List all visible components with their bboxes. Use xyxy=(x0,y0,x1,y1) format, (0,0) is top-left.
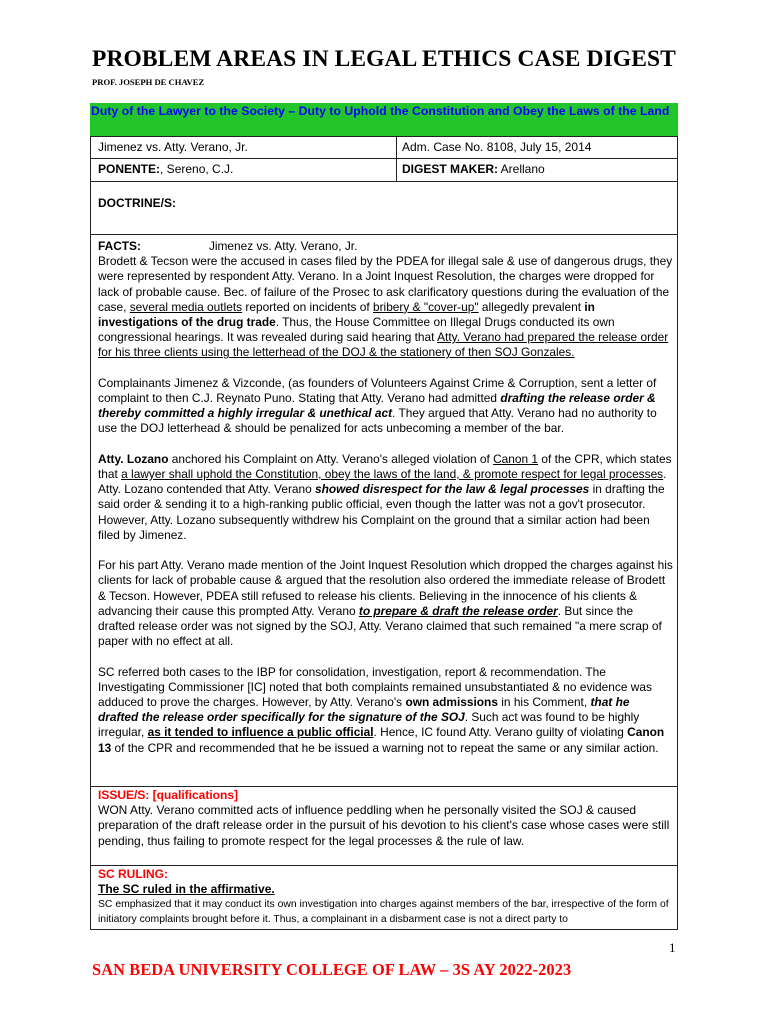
issue-text: WON Atty. Verano committed acts of influence peddling when he personally visited the SOJ & caused preparation of the draft release order in the pursuit of his devotion to his client's case whose cases were still pending, thus failing to promote respect for the legal processes & the rule of law. xyxy=(98,803,670,848)
ruling-section xyxy=(98,867,673,927)
facts-paragraph-5: SC referred both cases to the IBP for consolidation, investigation, report & recommendation. The Investigating Commissioner [IC] noted that both complaints remained unsubstantiated & no evidence was adduced to prove the charges. However, by Atty. Verano's own admissions in his Comment, that he drafted the release order specifically for the signature of the SOJ. Such act was found to be highly irregular, as it tended to influence a public official. Hence, IC found Atty. Verano guilty of violating Canon 13 of the CPR and recommended that he be issued a warning not to repeat the same or any similar action. xyxy=(98,664,665,755)
digest-maker xyxy=(402,162,545,177)
case-digest-table xyxy=(90,136,678,930)
facts-paragraph-4: For his part Atty. Verano made mention of the Joint Inquest Resolution which dropped the charges against his clients for lack of probable cause & argued that the resolution also ordered the immediate release of Brodett & Tecson. However, PDEA still refused to release his clients. Believing in the innocence of his clients & advancing their cause this prompted Atty. Verano to prepare & draft the release order. But since the drafted release order was not signed by the SOJ, Atty. Verano claimed that such remained "a mere scrap of paper with no effect at all. xyxy=(98,558,673,649)
ruling-label: SC RULING: xyxy=(98,867,168,881)
facts-paragraph-3: Atty. Lozano anchored his Complaint on Atty. Verano's alleged violation of Canon 1 of the CPR, which states that a lawyer shall uphold the Constitution, obey the laws of the land, & promote respect for legal processes. Atty. Lozano contended that Atty. Verano showed disrespect for the law & legal processes in drafting the said order & sending it to a high-ranking public official, even though the latter was not a gov't prosecutor. However, Atty. Lozano subsequently withdrew his Complaint on the ground that a similar action had been filed by Jimenez. xyxy=(98,451,672,542)
ponente xyxy=(98,162,233,177)
case-number: Adm. Case No. 8108, July 15, 2014 xyxy=(402,140,592,154)
row-divider xyxy=(91,786,677,787)
facts-paragraph-2: Complainants Jimenez & Vizconde, (as founders of Volunteers Against Crime & Corruption, sent a letter of complaint to then C.J. Reynato Puno. Stating that Atty. Verano had admitted drafting the release order & thereby committed a highly irregular & unethical act. They argued that Atty. Verano had no authority to use the DOJ letterhead & should be penalized for acts unbecoming a member of the bar. xyxy=(98,375,657,436)
row-divider xyxy=(91,158,677,159)
facts-label: FACTS: xyxy=(98,239,141,253)
document-title: PROBLEM AREAS IN LEGAL ETHICS CASE DIGEST xyxy=(92,46,676,72)
ruling-headline: The SC ruled in the affirmative. xyxy=(98,882,275,896)
issue-section xyxy=(98,788,673,849)
facts-header xyxy=(98,239,673,254)
page-number: 1 xyxy=(669,940,676,955)
facts-paragraph-1: Brodett & Tecson were the accused in cases filed by the PDEA for illegal sale & use of dangerous drugs, they were represented by respondent Atty. Verano. In a Joint Inquest Resolution, the charges were dropped for lack of probable cause. Bec. of failure of the Prosec to ask clarificatory questions during the evaluation of the case, several media outlets reported on incidents of bribery & "cover-up" allegedly prevalent in investigations of the drug trade. Thus, the House Committee on Illegal Drugs conducted its own congressional hearings. It was revealed during said hearing that Atty. Verano had prepared the release order for his three clients using the letterhead of the DOJ & the stationery of then SOJ Gonzales. xyxy=(98,254,673,360)
topic-heading: Duty of the Lawyer to the Society – Duty to Uphold the Constitution and Obey the Laws of the Land xyxy=(90,103,678,136)
row-divider xyxy=(91,234,677,235)
row-divider xyxy=(91,865,677,866)
case-title: Jimenez vs. Atty. Verano, Jr. xyxy=(98,140,248,154)
digest-maker-value: Arellano xyxy=(498,162,545,176)
ponente-value: , Sereno, C.J. xyxy=(160,162,234,176)
professor-name: PROF. JOSEPH DE CHAVEZ xyxy=(92,77,205,87)
doctrine-label: DOCTRINE/S: xyxy=(98,196,176,210)
ponente-label: PONENTE: xyxy=(98,162,161,176)
ruling-text: SC emphasized that it may conduct its own investigation into charges against members of the bar, irrespective of the form of initiatory complaints brought before it. Thus, a complainant in a disbarment case is not a direct party to xyxy=(98,899,669,925)
facts-section xyxy=(98,239,673,756)
digest-maker-label: DIGEST MAKER: xyxy=(402,162,498,176)
footer-school: SAN BEDA UNIVERSITY COLLEGE OF LAW – 3S AY 2022-2023 xyxy=(92,960,572,979)
facts-case-ref: Jimenez vs. Atty. Verano, Jr. xyxy=(208,239,358,253)
issue-label: ISSUE/S: [qualifications] xyxy=(98,788,239,802)
row-divider xyxy=(91,181,677,182)
column-divider xyxy=(396,137,397,181)
